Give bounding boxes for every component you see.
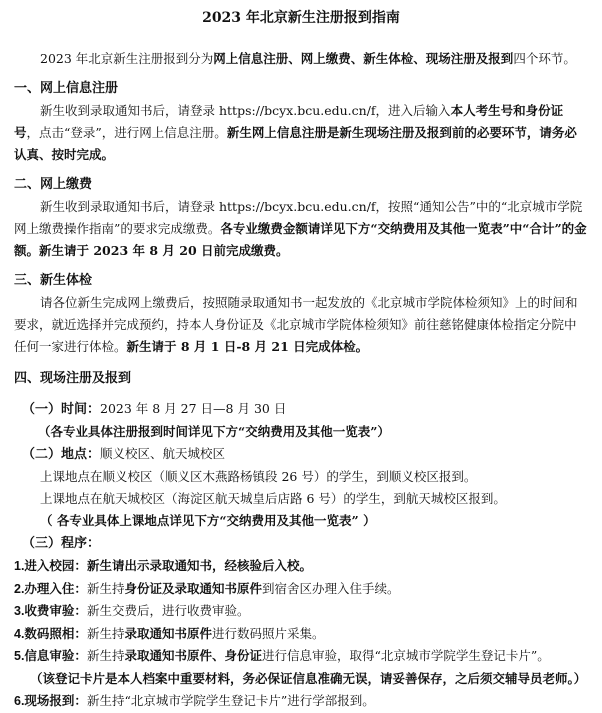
place-detail-1: 上课地点在顺义校区（顺义区木燕路杨镇段 26 号）的学生，到顺义校区报到。 [40,469,477,484]
section-1-paragraph: 新生收到录取通知书后，请登录 https://bcyx.bcu.edu.cn/f，进入后输入本人考生号和身份证号，点击“登录”，进行网上信息注册。新生网上信息注册是新生现场注册及报到前的必要环节，请务必认真、按时完成。 [14,103,577,162]
section-3-paragraph: 请各位新生完成网上缴费后，按照随录取通知书一起发放的《北京城市学院体检须知》上的时间和要求，就近选择并完成预约，持本人身份证及《北京城市学院体检须知》前往慈铭健康体检指定分院中任何一家进行体检。新生请于 8 月 1 日-8 月 21 日完成体检。 [14,295,578,354]
page-title: 2023 年北京新生注册报到指南 [202,10,400,26]
section-2-heading: 二、网上缴费 [14,177,93,192]
step-5-note: （该登记卡片是本人档案中重要材料，务必保证信息准确无误，请妥善保存，之后须交辅导员老师。） [30,670,587,686]
intro-paragraph: 2023 年北京新生注册报到分为网上信息注册、网上缴费、新生体检、现场注册及报到四个环节。 [40,51,576,66]
step-2: 2.办理入住：新生持身份证及录取通知书原件到宿舍区办理入住手续。 [14,580,400,596]
step-5: 5.信息审验：新生持录取通知书原件、身份证进行信息审验，取得“北京城市学院学生登记卡片”。 [14,648,550,663]
section-3-heading: 三、新生体检 [14,273,93,288]
time-line: （一）时间：2023 年 8 月 27 日—8 月 30 日 [22,401,287,417]
place-line: （二）地点：顺义校区、航天城校区 [22,446,226,462]
procedure-label: （三）程序： [22,536,101,551]
section-4-heading: 四、现场注册及报到 [14,371,132,386]
place-detail-2: 上课地点在航天城校区（海淀区航天城皇后店路 6 号）的学生，到航天城校区报到。 [40,491,506,506]
step-6: 6.现场报到：新生持“北京城市学院学生登记卡片”进行学部报到。 [14,693,375,708]
section-1-heading: 一、网上信息注册 [14,81,119,96]
step-3: 3.收费审验：新生交费后，进行收费审验。 [14,603,250,618]
step-1: 1.进入校园：新生请出示录取通知书，经核验后入校。 [14,558,312,573]
place-note: （ 各专业具体上课地点详见下方“交纳费用及其他一览表” ） [40,513,376,528]
step-4: 4.数码照相：新生持录取通知书原件进行数码照片采集。 [14,625,325,641]
section-2-paragraph: 新生收到录取通知书后，请登录 https://bcyx.bcu.edu.cn/f，按照“通知公告”中的“北京城市学院网上缴费操作指南”的要求完成缴费。各专业缴费金额请详见下方“交纳费用及其他一览表”中“合计”的金额。新生请于 2023 年 8 月 20 日前完成缴费。 [14,199,587,258]
time-note: （各专业具体注册报到时间详见下方“交纳费用及其他一览表”） [38,424,390,439]
